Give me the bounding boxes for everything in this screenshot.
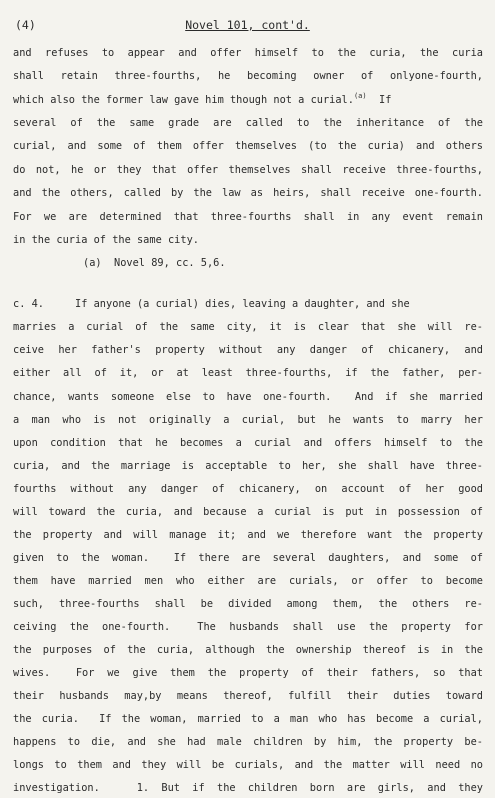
text-line: happens to die, and she had male children by him, the property be- <box>13 736 483 748</box>
text-line: wives. For we give them the property of their fathers, so that <box>13 667 483 679</box>
text-line: marries a curial of the same city, it is clear that she will re- <box>13 321 483 333</box>
text-line: ceiving the one-fourth. The husbands shall use the property for <box>13 621 483 633</box>
footnote: (a) Novel 89, cc. 5,6. <box>83 257 226 269</box>
text-line: and refuses to appear and offer himself to the curia, the curia <box>13 47 483 59</box>
text-line: curial, and some of them offer themselves (to the curia) and others <box>13 140 483 152</box>
text-line: will toward the curia, and because a curial is put in possession of <box>13 506 483 518</box>
text-line: ceive her father's property without any danger of chicanery, and <box>13 344 483 356</box>
text-line-tail: If <box>379 94 392 106</box>
page-header <box>0 18 495 34</box>
text-line: longs to them and they will be curials, and the matter will need no <box>13 759 483 771</box>
text-line: such, three-fourths shall be divided among them, the others re- <box>13 598 483 610</box>
page-number: (4) <box>15 18 36 32</box>
page-title: Novel 101, cont'd. <box>185 18 310 32</box>
text-line: in the curia of the same city. <box>13 234 199 246</box>
note-mark: (a) <box>353 92 367 100</box>
text-line: curia, and the marriage is acceptable to her, she shall have three- <box>13 460 483 472</box>
text-line: them have married men who either are curials, or offer to become <box>13 575 483 587</box>
text-line: which also the former law gave him though not a curial. <box>13 94 354 106</box>
text-line: c. 4. If anyone (a curial) dies, leaving a daughter, and she <box>13 298 410 310</box>
text-line: a man who is not originally a curial, but he wants to marry her <box>13 414 483 426</box>
text-line-with-note <box>13 93 483 108</box>
text-line: either all of it, or at least three-fourths, if the father, per- <box>13 367 483 379</box>
text-line: several of the same grade are called to the inheritance of the <box>13 117 483 129</box>
text-line: the property and will manage it; and we therefore want the property <box>13 529 483 541</box>
text-line: their husbands may,by means thereof, fulfill their duties toward <box>13 690 483 702</box>
text-line: fourths without any danger of chicanery, on account of her good <box>13 483 483 495</box>
text-line: shall retain three-fourths, he becoming owner of onlyone-fourth, <box>13 70 483 82</box>
text-line: and the others, called by the law as heirs, shall receive one-fourth. <box>13 187 483 199</box>
text-line: For we are determined that three-fourths shall in any event remain <box>13 211 483 223</box>
text-line: the purposes of the curia, although the ownership thereof is in the <box>13 644 483 656</box>
text-line: chance, wants someone else to have one-fourth. And if she married <box>13 391 483 403</box>
text-line: given to the woman. If there are several daughters, and some of <box>13 552 483 564</box>
text-line: the curia. If the woman, married to a man who has become a curial, <box>13 713 483 725</box>
text-line: upon condition that he becomes a curial and offers himself to the <box>13 437 483 449</box>
text-line: do not, he or they that offer themselves shall receive three-fourths, <box>13 164 483 176</box>
text-line: investigation. 1. But if the children born are girls, and they <box>13 782 483 794</box>
